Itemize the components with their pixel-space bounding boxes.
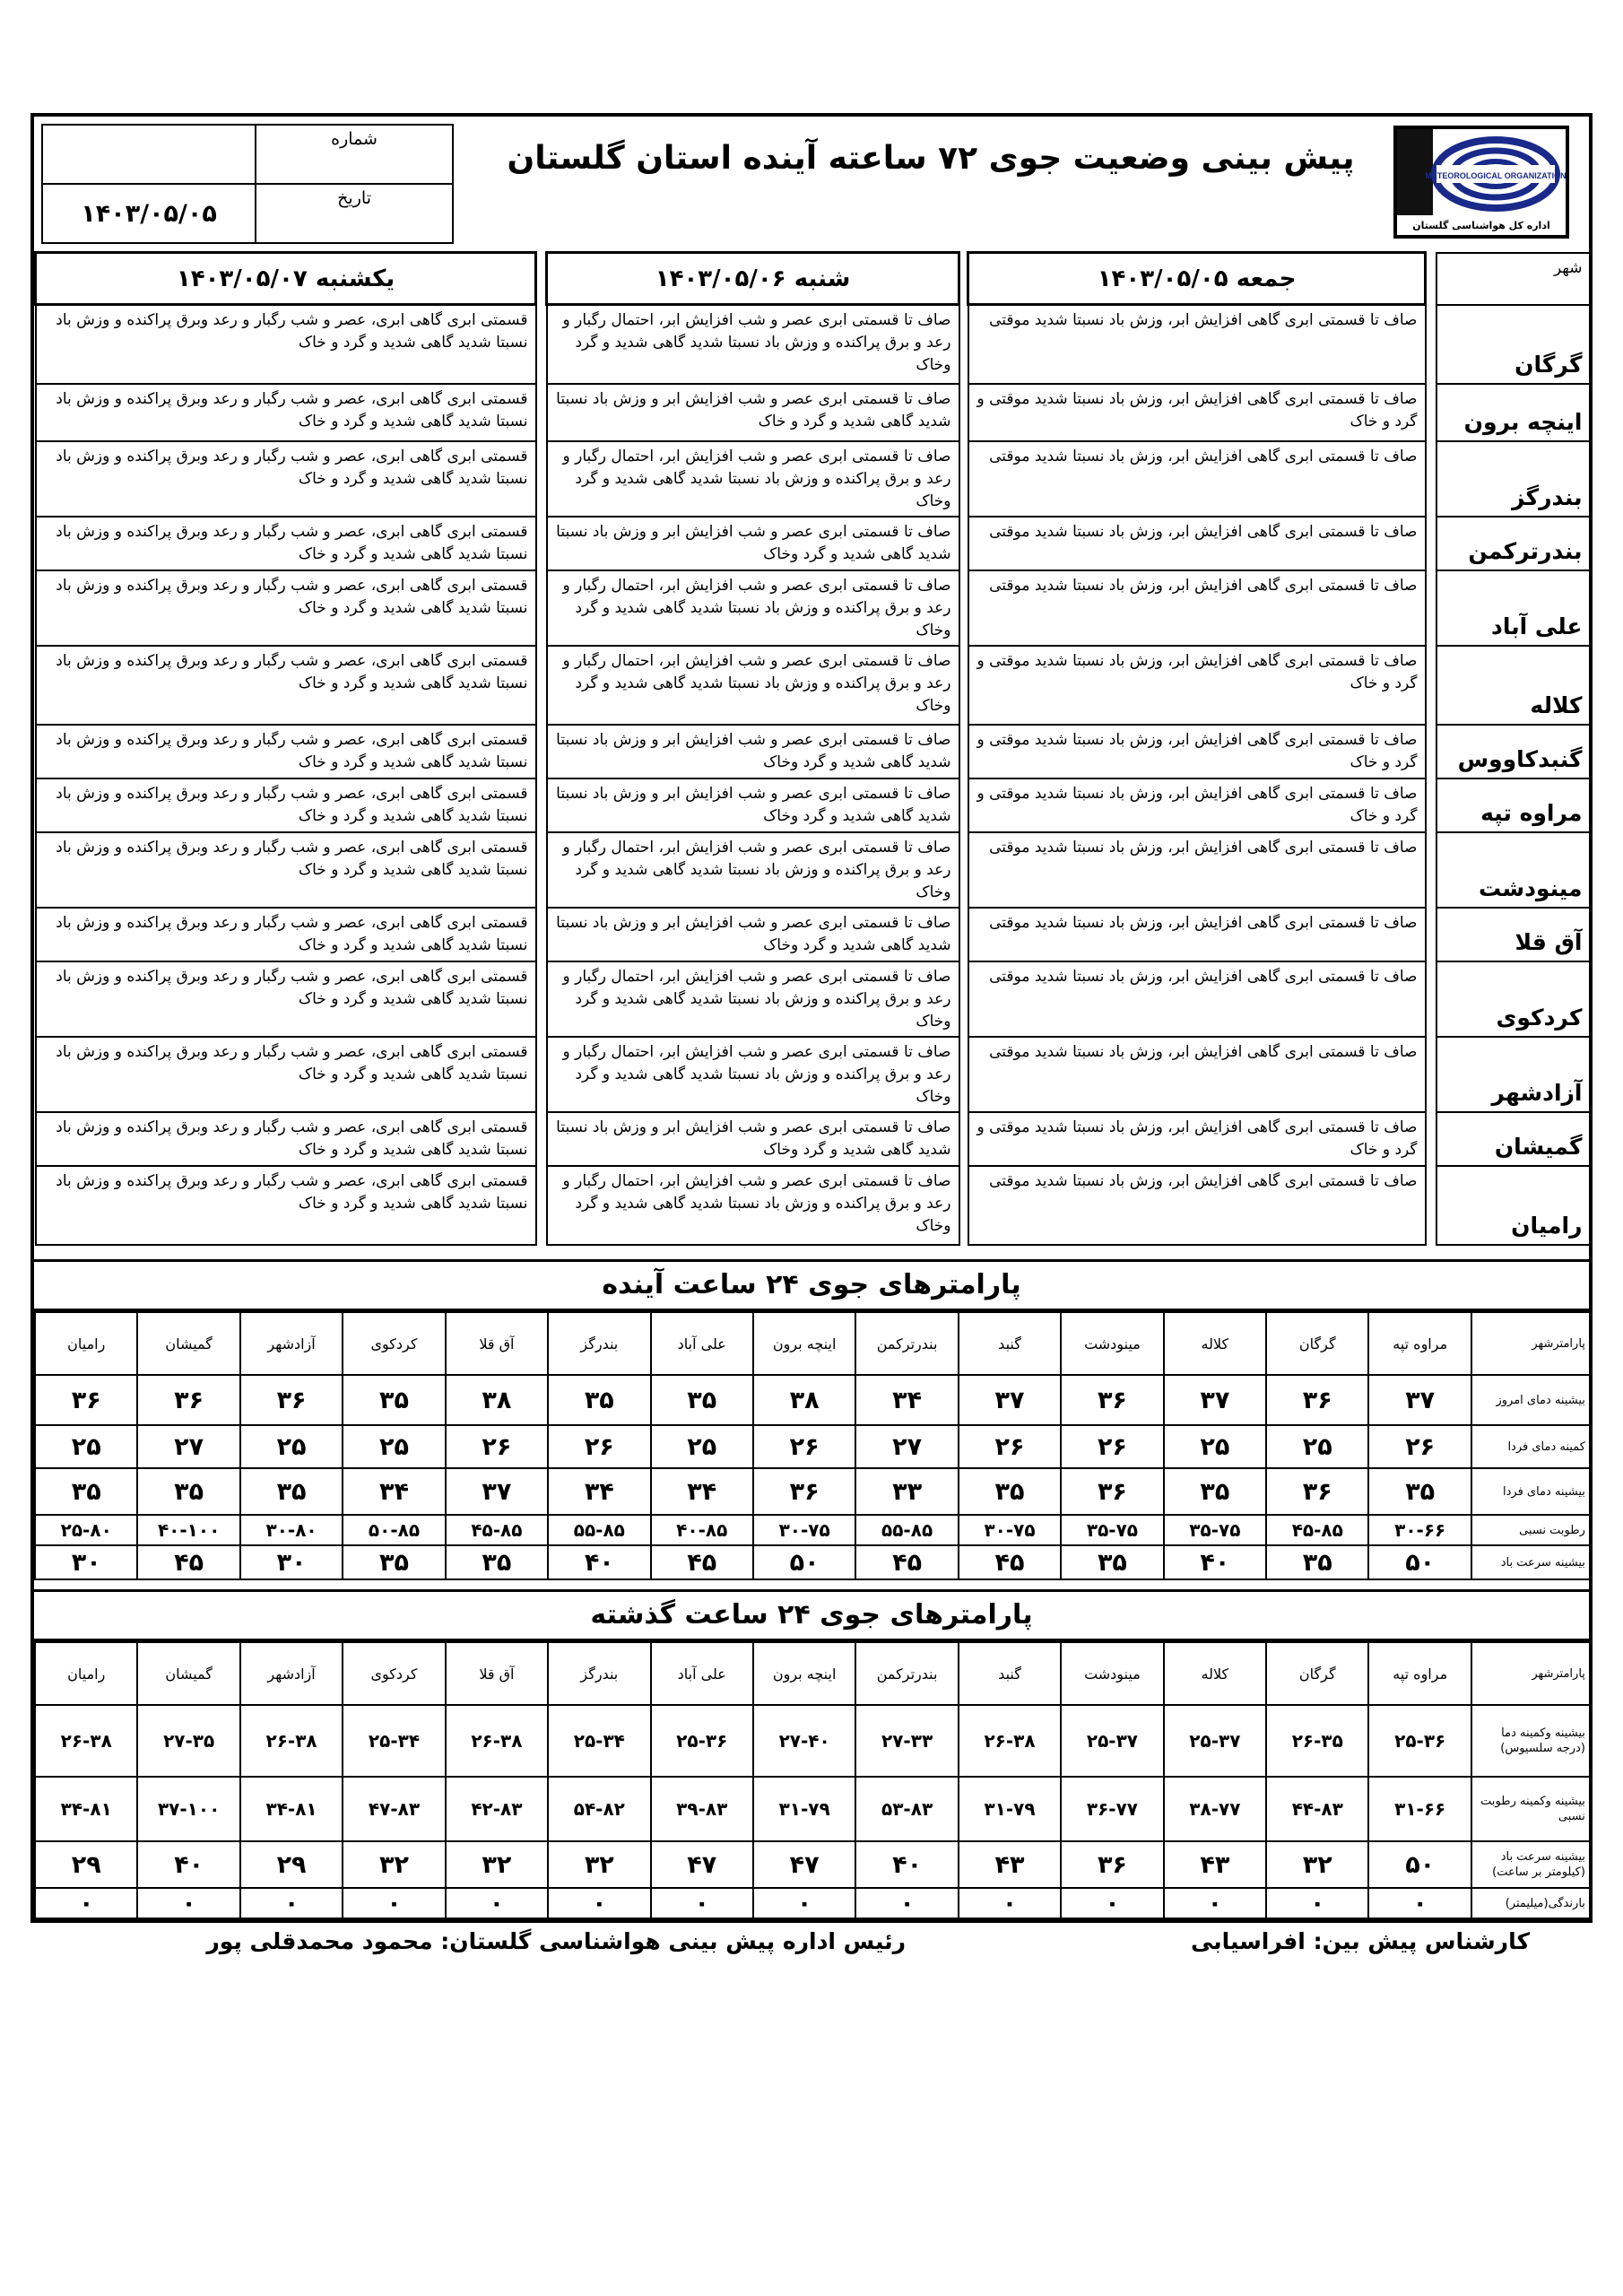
parameter-value: ۰ [240, 1888, 343, 1918]
parameter-row [35, 1425, 1590, 1468]
parameter-row [35, 1545, 1590, 1579]
number-date-box [41, 124, 454, 244]
sheet-header [34, 117, 1589, 251]
date-label: تاریخ [256, 184, 453, 243]
city-header: علی آباد [651, 1312, 753, 1375]
city-header: کلاله [1164, 1642, 1266, 1705]
city-header: آزادشهر [240, 1312, 343, 1375]
forecast-day3-text: قسمتی ابری گاهی ابری، عصر و شب رگبار و رعد وبرق پراکنده و وزش باد نسبتا شدید گاهی شدید و گرد و خاک [36, 441, 536, 517]
parameter-value: ۳۵ [137, 1468, 239, 1515]
forecast-day1-text: صاف تا قسمتی ابری گاهی افزایش ابر، وزش باد نسبتا شدید موقتی [968, 305, 1426, 384]
parameter-value: ۳۸ [753, 1375, 855, 1425]
parameter-label: بیشینه وکمینه دما (درجه سلسیوس) [1471, 1705, 1590, 1777]
parameter-row [35, 1841, 1590, 1888]
forecast-row [36, 305, 1591, 384]
parameter-value: ۳۶ [1061, 1841, 1163, 1888]
city-header: کردکوی [343, 1642, 445, 1705]
forecast-day1-text: صاف تا قسمتی ابری گاهی افزایش ابر، وزش باد نسبتا شدید موقتی و گرد و خاک [968, 646, 1426, 725]
city-header: آق قلا [446, 1312, 548, 1375]
day-header-1: جمعه ۱۴۰۳/۰۵/۰۵ [968, 253, 1426, 305]
logo-emblem-icon [1397, 129, 1566, 215]
parameter-value: ۳۵ [343, 1375, 445, 1425]
parameter-value: ۴۵ [651, 1545, 753, 1579]
parameter-value: ۳۵-۷۵ [1061, 1515, 1163, 1545]
forecast-row [36, 908, 1591, 961]
forecast-day2-text: صاف تا قسمتی ابری عصر و شب افزایش ابر و وزش باد نسبتا شدید گاهی شدید و گرد وخاک [547, 908, 959, 961]
parameter-label: کمینه دمای فردا [1471, 1425, 1590, 1468]
city-header: گرگان [1266, 1642, 1368, 1705]
next24-city-header-row [35, 1312, 1590, 1375]
parameter-value: ۵۴-۸۲ [548, 1777, 650, 1841]
forecast-day2-text: صاف تا قسمتی ابری عصر و شب افزایش ابر، احتمال رگبار و رعد و برق پراکنده و وزش باد نسبتا شدید گاهی شدید و گرد وخاک [547, 646, 959, 725]
parameter-value: ۳۰-۷۵ [959, 1515, 1061, 1545]
parameter-value: ۲۷ [855, 1425, 958, 1468]
forecast-sheet [30, 113, 1593, 1923]
past24-city-header-row [35, 1642, 1590, 1705]
city-name: مراوه تپه [1436, 778, 1591, 832]
parameter-value: ۳۰-۶۶ [1368, 1515, 1471, 1545]
logo-caption: اداره کل هواشناسی گلستان [1412, 220, 1550, 231]
parameter-value: ۳۵-۷۵ [1164, 1515, 1266, 1545]
parameter-value: ۰ [959, 1888, 1061, 1918]
parameter-value: ۴۴-۸۳ [1266, 1777, 1368, 1841]
page-title: پیش بینی وضعیت جوی ۷۲ ساعته آینده استان گلستان [507, 140, 1355, 177]
parameter-value: ۰ [1164, 1888, 1266, 1918]
forecast-day3-text: قسمتی ابری گاهی ابری، عصر و شب رگبار و رعد وبرق پراکنده و وزش باد نسبتا شدید گاهی شدید و گرد و خاک [36, 1112, 536, 1166]
city-name: آزادشهر [1436, 1037, 1591, 1112]
forecast-day1-text: صاف تا قسمتی ابری گاهی افزایش ابر، وزش باد نسبتا شدید موقتی [968, 570, 1426, 646]
forecast-day1-text: صاف تا قسمتی ابری گاهی افزایش ابر، وزش باد نسبتا شدید موقتی [968, 1166, 1426, 1245]
parameter-value: ۲۶ [959, 1425, 1061, 1468]
parameter-value: ۳۷ [1368, 1375, 1471, 1425]
parameter-label: رطوبت نسبی [1471, 1515, 1590, 1545]
parameter-value: ۲۵ [1164, 1425, 1266, 1468]
parameter-value: ۳۰ [240, 1545, 343, 1579]
parameter-value: ۳۲ [548, 1841, 650, 1888]
forecast-day3-text: قسمتی ابری گاهی ابری، عصر و شب رگبار و رعد وبرق پراکنده و وزش باد نسبتا شدید گاهی شدید و گرد و خاک [36, 517, 536, 570]
parameter-value: ۴۰-۸۵ [651, 1515, 753, 1545]
parameter-value: ۳۱-۷۹ [959, 1777, 1061, 1841]
next24-parameters-table [34, 1311, 1591, 1580]
forecast-day1-text: صاف تا قسمتی ابری گاهی افزایش ابر، وزش باد نسبتا شدید موقتی و گرد و خاک [968, 778, 1426, 832]
parameter-value: ۴۳ [1164, 1841, 1266, 1888]
logo-text: METEOROLOGICAL ORGANIZATION [1425, 171, 1566, 180]
city-header: گمیشان [137, 1642, 239, 1705]
parameter-value: ۲۶-۳۸ [446, 1705, 548, 1777]
parameter-value: ۳۵ [1368, 1468, 1471, 1515]
forecast-day3-text: قسمتی ابری گاهی ابری، عصر و شب رگبار و رعد وبرق پراکنده و وزش باد نسبتا شدید گاهی شدید و گرد و خاک [36, 832, 536, 908]
forecast-day1-text: صاف تا قسمتی ابری گاهی افزایش ابر، وزش باد نسبتا شدید موقتی و گرد و خاک [968, 725, 1426, 778]
parameter-value: ۳۷ [1164, 1375, 1266, 1425]
parameter-value: ۳۵ [959, 1468, 1061, 1515]
parameter-city-corner: پارامترشهر [1471, 1312, 1590, 1375]
past24-title: پارامترهای جوی ۲۴ ساعت گذشته [34, 1589, 1589, 1641]
parameter-value: ۵۵-۸۵ [548, 1515, 650, 1545]
city-header: آق قلا [446, 1642, 548, 1705]
parameter-value: ۳۰ [35, 1545, 137, 1579]
city-name: بندرگز [1436, 441, 1591, 517]
forecast-day1-text: صاف تا قسمتی ابری گاهی افزایش ابر، وزش باد نسبتا شدید موقتی و گرد و خاک [968, 1112, 1426, 1166]
parameter-value: ۲۷ [137, 1425, 239, 1468]
forecast-day1-text: صاف تا قسمتی ابری گاهی افزایش ابر، وزش باد نسبتا شدید موقتی [968, 908, 1426, 961]
city-header: کردکوی [343, 1312, 445, 1375]
parameter-value: ۳۵ [1061, 1545, 1163, 1579]
forecast-day1-text: صاف تا قسمتی ابری گاهی افزایش ابر، وزش باد نسبتا شدید موقتی [968, 517, 1426, 570]
forecast-row [36, 778, 1591, 832]
parameter-value: ۴۰-۱۰۰ [137, 1515, 239, 1545]
forecast-day3-text: قسمتی ابری گاهی ابری، عصر و شب رگبار و رعد وبرق پراکنده و وزش باد نسبتا شدید گاهی شدید و گرد و خاک [36, 908, 536, 961]
city-header: بندرگز [548, 1642, 650, 1705]
parameter-value: ۲۶-۳۸ [35, 1705, 137, 1777]
parameter-value: ۳۱-۶۶ [1368, 1777, 1471, 1841]
parameter-value: ۲۵-۳۴ [343, 1705, 445, 1777]
city-header: گنبد [959, 1642, 1061, 1705]
parameter-value: ۳۴ [651, 1468, 753, 1515]
parameter-value: ۳۴ [548, 1468, 650, 1515]
parameter-value: ۳۴ [855, 1375, 958, 1425]
forecast-day3-text: قسمتی ابری گاهی ابری، عصر و شب رگبار و رعد وبرق پراکنده و وزش باد نسبتا شدید گاهی شدید و گرد و خاک [36, 384, 536, 441]
parameter-value: ۴۰ [548, 1545, 650, 1579]
parameter-value: ۳۶ [1266, 1468, 1368, 1515]
parameter-value: ۲۵ [240, 1425, 343, 1468]
date-value: ۱۴۰۳/۰۵/۰۵ [42, 184, 256, 243]
parameter-value: ۲۶-۳۸ [240, 1705, 343, 1777]
parameter-value: ۳۲ [446, 1841, 548, 1888]
city-name: کلاله [1436, 646, 1591, 725]
city-name: مینودشت [1436, 832, 1591, 908]
parameter-value: ۳۹-۸۳ [651, 1777, 753, 1841]
city-name: اینچه برون [1436, 384, 1591, 441]
parameter-value: ۳۵ [343, 1545, 445, 1579]
city-name: گرگان [1436, 305, 1591, 384]
parameter-value: ۳۸ [446, 1375, 548, 1425]
city-header: بندرترکمن [855, 1312, 958, 1375]
city-name: بندرترکمن [1436, 517, 1591, 570]
city-name: آق قلا [1436, 908, 1591, 961]
city-header: بندرترکمن [855, 1642, 958, 1705]
parameter-value: ۳۷ [446, 1468, 548, 1515]
city-header: مراوه تپه [1368, 1642, 1471, 1705]
parameter-value: ۲۵-۳۷ [1164, 1705, 1266, 1777]
parameter-value: ۲۵-۳۷ [1061, 1705, 1163, 1777]
forecast-day1-text: صاف تا قسمتی ابری گاهی افزایش ابر، وزش باد نسبتا شدید موقتی [968, 441, 1426, 517]
city-name: کردکوی [1436, 961, 1591, 1037]
parameter-value: ۰ [753, 1888, 855, 1918]
parameter-value: ۳۰-۷۵ [753, 1515, 855, 1545]
forecast-day3-text: قسمتی ابری گاهی ابری، عصر و شب رگبار و رعد وبرق پراکنده و وزش باد نسبتا شدید گاهی شدید و گرد و خاک [36, 778, 536, 832]
parameter-row [35, 1777, 1590, 1841]
parameter-row [35, 1468, 1590, 1515]
day-header-3: یکشنبه ۱۴۰۳/۰۵/۰۷ [36, 253, 536, 305]
parameter-value: ۳۵ [446, 1545, 548, 1579]
parameter-value: ۴۵-۸۵ [1266, 1515, 1368, 1545]
parameter-value: ۳۳ [855, 1468, 958, 1515]
forecast-day3-text: قسمتی ابری گاهی ابری، عصر و شب رگبار و رعد وبرق پراکنده و وزش باد نسبتا شدید گاهی شدید و گرد و خاک [36, 725, 536, 778]
parameter-value: ۲۵-۳۶ [1368, 1705, 1471, 1777]
parameter-value: ۴۳ [959, 1841, 1061, 1888]
parameter-value: ۳۲ [343, 1841, 445, 1888]
parameter-row [35, 1705, 1590, 1777]
parameter-value: ۰ [1061, 1888, 1163, 1918]
parameter-value: ۲۹ [240, 1841, 343, 1888]
day-header-2: شنبه ۱۴۰۳/۰۵/۰۶ [547, 253, 959, 305]
parameter-value: ۲۶ [753, 1425, 855, 1468]
parameter-value: ۵۰ [753, 1545, 855, 1579]
parameter-value: ۰ [548, 1888, 650, 1918]
parameter-value: ۲۵ [651, 1425, 753, 1468]
head-signature: رئیس اداره پیش بینی هواشناسی گلستان: محمود محمدقلی پور [206, 1928, 906, 1954]
forecast-day3-text: قسمتی ابری گاهی ابری، عصر و شب رگبار و رعد وبرق پراکنده و وزش باد نسبتا شدید گاهی شدید و گرد و خاک [36, 646, 536, 725]
city-header: مراوه تپه [1368, 1312, 1471, 1375]
forecast-day1-text: صاف تا قسمتی ابری گاهی افزایش ابر، وزش باد نسبتا شدید موقتی و گرد و خاک [968, 384, 1426, 441]
parameter-value: ۴۲-۸۳ [446, 1777, 548, 1841]
forecast-day2-text: صاف تا قسمتی ابری عصر و شب افزایش ابر، احتمال رگبار و رعد و برق پراکنده و وزش باد نسبتا شدید گاهی شدید و گرد وخاک [547, 961, 959, 1037]
parameter-value: ۳۵ [35, 1468, 137, 1515]
parameter-label: بیشینه دمای فردا [1471, 1468, 1590, 1515]
parameter-value: ۴۵ [959, 1545, 1061, 1579]
forecast-day2-text: صاف تا قسمتی ابری عصر و شب افزایش ابر، احتمال رگبار و رعد و برق پراکنده و وزش باد نسبتا شدید گاهی شدید و گرد وخاک [547, 441, 959, 517]
parameter-value: ۴۷-۸۳ [343, 1777, 445, 1841]
parameter-value: ۰ [35, 1888, 137, 1918]
parameter-value: ۵۰-۸۵ [343, 1515, 445, 1545]
forecast-row [36, 725, 1591, 778]
parameter-value: ۲۷-۴۰ [753, 1705, 855, 1777]
forecast-day2-text: صاف تا قسمتی ابری عصر و شب افزایش ابر و وزش باد نسبتا شدید گاهی شدید و گرد وخاک [547, 1112, 959, 1166]
number-label: شماره [256, 125, 453, 184]
parameter-value: ۲۷-۳۵ [137, 1705, 239, 1777]
parameter-value: ۳۴-۸۱ [35, 1777, 137, 1841]
forecast-day2-text: صاف تا قسمتی ابری عصر و شب افزایش ابر و وزش باد نسبتا شدید گاهی شدید و گرد وخاک [547, 778, 959, 832]
parameter-value: ۳۷-۱۰۰ [137, 1777, 239, 1841]
forecast-day2-text: صاف تا قسمتی ابری عصر و شب افزایش ابر و وزش باد نسبتا شدید گاهی شدید و گرد وخاک [547, 517, 959, 570]
parameter-value: ۰ [855, 1888, 958, 1918]
parameter-value: ۳۵ [1266, 1545, 1368, 1579]
city-header: علی آباد [651, 1642, 753, 1705]
parameter-value: ۳۶-۷۷ [1061, 1777, 1163, 1841]
city-header: اینچه برون [753, 1312, 855, 1375]
parameter-value: ۴۰ [1164, 1545, 1266, 1579]
parameter-value: ۲۶ [1368, 1425, 1471, 1468]
forecast-row [36, 646, 1591, 725]
parameter-value: ۰ [343, 1888, 445, 1918]
parameter-value: ۳۵ [240, 1468, 343, 1515]
parameter-value: ۵۵-۸۵ [855, 1515, 958, 1545]
parameter-value: ۳۶ [240, 1375, 343, 1425]
parameter-value: ۵۰ [1368, 1841, 1471, 1888]
past24-parameters-table [34, 1641, 1591, 1919]
forecast-row [36, 961, 1591, 1037]
city-header: آزادشهر [240, 1642, 343, 1705]
parameter-value: ۰ [1266, 1888, 1368, 1918]
city-name: گمیشان [1436, 1112, 1591, 1166]
city-header: گنبد [959, 1312, 1061, 1375]
parameter-value: ۲۵-۸۰ [35, 1515, 137, 1545]
forecaster-signature: کارشناس پیش بین: افراسیابی [1190, 1928, 1530, 1954]
parameter-value: ۲۵ [35, 1425, 137, 1468]
forecast-day3-text: قسمتی ابری گاهی ابری، عصر و شب رگبار و رعد وبرق پراکنده و وزش باد نسبتا شدید گاهی شدید و گرد و خاک [36, 305, 536, 384]
forecast-table [34, 251, 1592, 1246]
forecast-day2-text: صاف تا قسمتی ابری عصر و شب افزایش ابر و وزش باد نسبتا شدید گاهی شدید و گرد و خاک [547, 384, 959, 441]
parameter-label: بیشینه سرعت باد [1471, 1545, 1590, 1579]
parameter-value: ۳۶ [753, 1468, 855, 1515]
parameter-value: ۰ [446, 1888, 548, 1918]
parameter-row [35, 1888, 1590, 1918]
parameter-value: ۲۵-۳۶ [651, 1705, 753, 1777]
parameter-value: ۳۵ [548, 1375, 650, 1425]
forecast-row [36, 832, 1591, 908]
parameter-value: ۴۵-۸۵ [446, 1515, 548, 1545]
forecast-day3-text: قسمتی ابری گاهی ابری، عصر و شب رگبار و رعد وبرق پراکنده و وزش باد نسبتا شدید گاهی شدید و گرد و خاک [36, 1166, 536, 1245]
parameter-value: ۳۵ [651, 1375, 753, 1425]
forecast-day2-text: صاف تا قسمتی ابری عصر و شب افزایش ابر، احتمال رگبار و رعد و برق پراکنده و وزش باد نسبتا شدید گاهی شدید و گرد وخاک [547, 832, 959, 908]
parameter-value: ۲۹ [35, 1841, 137, 1888]
parameter-value: ۴۰ [855, 1841, 958, 1888]
city-header: گمیشان [137, 1312, 239, 1375]
forecast-day2-text: صاف تا قسمتی ابری عصر و شب افزایش ابر، احتمال رگبار و رعد و برق پراکنده و وزش باد نسبتا شدید گاهی شدید و گرد وخاک [547, 305, 959, 384]
parameter-value: ۳۶ [137, 1375, 239, 1425]
city-column-header: شهر [1436, 253, 1591, 305]
forecast-day2-text: صاف تا قسمتی ابری عصر و شب افزایش ابر، احتمال رگبار و رعد و برق پراکنده و وزش باد نسبتا شدید گاهی شدید و گرد وخاک [547, 1037, 959, 1112]
forecast-row [36, 441, 1591, 517]
parameter-value: ۴۵ [855, 1545, 958, 1579]
city-header: رامیان [35, 1642, 137, 1705]
forecast-row [36, 517, 1591, 570]
parameter-row [35, 1375, 1590, 1425]
forecast-header-row [36, 253, 1591, 305]
city-name: گنبدکاووس [1436, 725, 1591, 778]
city-header: رامیان [35, 1312, 137, 1375]
forecast-day1-text: صاف تا قسمتی ابری گاهی افزایش ابر، وزش باد نسبتا شدید موقتی [968, 1037, 1426, 1112]
parameter-value: ۳۱-۷۹ [753, 1777, 855, 1841]
forecast-row [36, 1112, 1591, 1166]
forecast-day3-text: قسمتی ابری گاهی ابری، عصر و شب رگبار و رعد وبرق پراکنده و وزش باد نسبتا شدید گاهی شدید و گرد و خاک [36, 961, 536, 1037]
parameter-label: بیشینه دمای امروز [1471, 1375, 1590, 1425]
parameter-city-corner: پارامترشهر [1471, 1642, 1590, 1705]
city-header: کلاله [1164, 1312, 1266, 1375]
parameter-value: ۰ [137, 1888, 239, 1918]
city-header: مینودشت [1061, 1312, 1163, 1375]
parameter-value: ۴۵ [137, 1545, 239, 1579]
meteorological-organization-logo [1393, 126, 1569, 239]
city-name: رامیان [1436, 1166, 1591, 1245]
parameter-label: بیشینه وکمینه رطوبت نسبی [1471, 1777, 1590, 1841]
parameter-value: ۴۷ [753, 1841, 855, 1888]
city-header: مینودشت [1061, 1642, 1163, 1705]
parameter-value: ۲۵-۳۴ [548, 1705, 650, 1777]
parameter-label: بارندگی(میلیمتر) [1471, 1888, 1590, 1918]
parameter-value: ۳۲ [1266, 1841, 1368, 1888]
parameter-value: ۳۶ [1061, 1375, 1163, 1425]
parameter-value: ۲۶-۳۵ [1266, 1705, 1368, 1777]
city-header: گرگان [1266, 1312, 1368, 1375]
parameter-value: ۲۷-۳۳ [855, 1705, 958, 1777]
forecast-day1-text: صاف تا قسمتی ابری گاهی افزایش ابر، وزش باد نسبتا شدید موقتی [968, 832, 1426, 908]
parameter-value: ۲۵ [1266, 1425, 1368, 1468]
parameter-value: ۳۶ [1266, 1375, 1368, 1425]
forecast-row [36, 384, 1591, 441]
parameter-value: ۵۳-۸۳ [855, 1777, 958, 1841]
parameter-value: ۲۶ [1061, 1425, 1163, 1468]
parameter-value: ۳۸-۷۷ [1164, 1777, 1266, 1841]
parameter-value: ۳۶ [1061, 1468, 1163, 1515]
city-header: بندرگز [548, 1312, 650, 1375]
parameter-value: ۴۰ [137, 1841, 239, 1888]
forecast-day2-text: صاف تا قسمتی ابری عصر و شب افزایش ابر، احتمال رگبار و رعد و برق پراکنده و وزش باد نسبتا شدید گاهی شدید و گرد وخاک [547, 1166, 959, 1245]
city-name: علی آباد [1436, 570, 1591, 646]
parameter-value: ۵۰ [1368, 1545, 1471, 1579]
forecast-day1-text: صاف تا قسمتی ابری گاهی افزایش ابر، وزش باد نسبتا شدید موقتی [968, 961, 1426, 1037]
parameter-value: ۳۴ [343, 1468, 445, 1515]
parameter-value: ۰ [1368, 1888, 1471, 1918]
parameter-value: ۳۰-۸۰ [240, 1515, 343, 1545]
parameter-value: ۲۶ [548, 1425, 650, 1468]
parameter-value: ۲۶-۳۸ [959, 1705, 1061, 1777]
parameter-value: ۴۷ [651, 1841, 753, 1888]
parameter-value: ۳۴-۸۱ [240, 1777, 343, 1841]
forecast-row [36, 1037, 1591, 1112]
parameter-value: ۳۶ [35, 1375, 137, 1425]
forecast-day3-text: قسمتی ابری گاهی ابری، عصر و شب رگبار و رعد وبرق پراکنده و وزش باد نسبتا شدید گاهی شدید و گرد و خاک [36, 1037, 536, 1112]
next24-title: پارامترهای جوی ۲۴ ساعت آینده [34, 1259, 1589, 1311]
parameter-label: بیشینه سرعت باد (کیلومتر بر ساعت) [1471, 1841, 1590, 1888]
city-header: اینچه برون [753, 1642, 855, 1705]
forecast-day2-text: صاف تا قسمتی ابری عصر و شب افزایش ابر، احتمال رگبار و رعد و برق پراکنده و وزش باد نسبتا شدید گاهی شدید و گرد وخاک [547, 570, 959, 646]
parameter-value: ۲۶ [446, 1425, 548, 1468]
forecast-row [36, 1166, 1591, 1245]
forecast-day2-text: صاف تا قسمتی ابری عصر و شب افزایش ابر و وزش باد نسبتا شدید گاهی شدید و گرد وخاک [547, 725, 959, 778]
forecast-day3-text: قسمتی ابری گاهی ابری، عصر و شب رگبار و رعد وبرق پراکنده و وزش باد نسبتا شدید گاهی شدید و گرد و خاک [36, 570, 536, 646]
parameter-value: ۳۷ [959, 1375, 1061, 1425]
parameter-value: ۳۵ [1164, 1468, 1266, 1515]
parameter-value: ۲۵ [343, 1425, 445, 1468]
forecast-row [36, 570, 1591, 646]
parameter-row [35, 1515, 1590, 1545]
number-value [42, 125, 256, 184]
parameter-value: ۰ [651, 1888, 753, 1918]
